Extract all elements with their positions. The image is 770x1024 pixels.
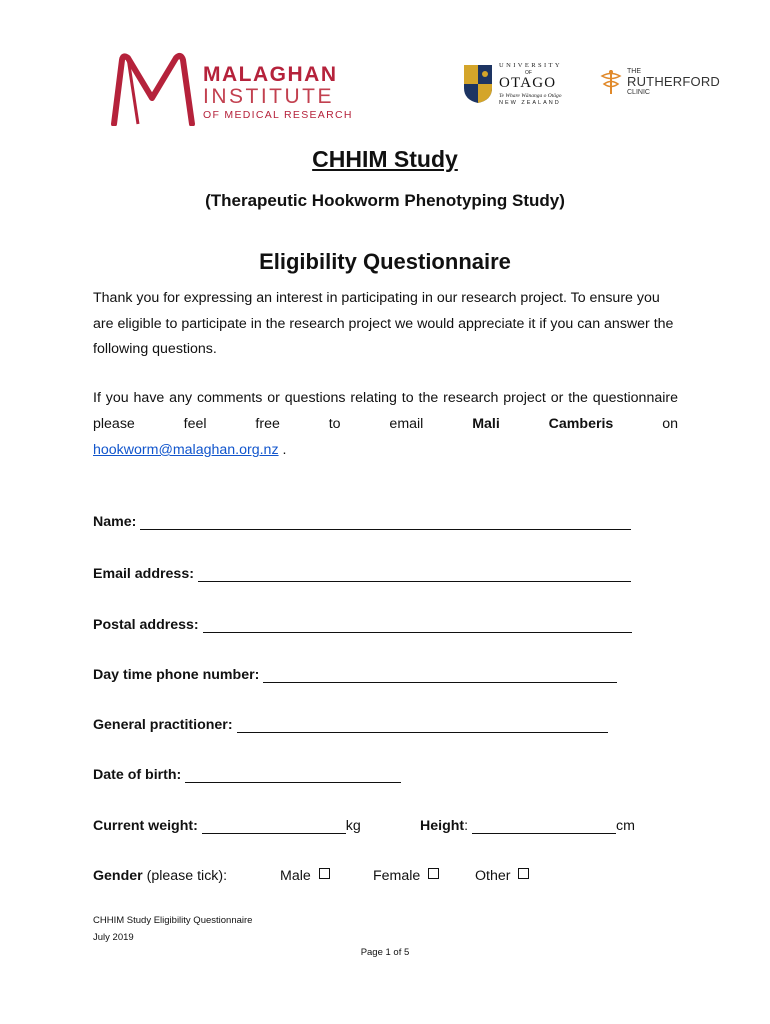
- contact-paragraph: [93, 386, 678, 437]
- name-field[interactable]: [140, 514, 631, 530]
- rutherford-icon: [599, 68, 623, 96]
- dob-field[interactable]: [185, 767, 401, 783]
- height-field[interactable]: [472, 818, 616, 834]
- malaghan-name: MALAGHAN: [203, 63, 338, 86]
- malaghan-logo-mark: [108, 52, 196, 126]
- gender-row: [93, 868, 227, 884]
- email-field[interactable]: [198, 566, 631, 582]
- gender-female-checkbox[interactable]: [428, 868, 439, 879]
- contact-end: .: [282, 442, 287, 458]
- intro-paragraph: Thank you for expressing an interest in participating in our research project. To ensure you are eligible to participate in the research project we would appreciate it if you can answer the following questions.: [93, 290, 674, 357]
- email-label: Email address:: [93, 566, 194, 582]
- contact-on: on: [662, 415, 678, 432]
- footer-date: July 2019: [93, 932, 134, 943]
- weight-label: Current weight:: [93, 818, 198, 834]
- otago-of: OF: [525, 69, 532, 76]
- otago-tagline: Te Whare Wānanga o Otāgo: [499, 92, 562, 99]
- gp-label: General practitioner:: [93, 717, 233, 733]
- rutherford-name: RUTHERFORD: [627, 74, 720, 89]
- postal-field[interactable]: [203, 617, 632, 633]
- gender-other-label: Other: [475, 868, 511, 884]
- gender-male-checkbox[interactable]: [319, 868, 330, 879]
- name-row: [93, 514, 631, 530]
- postal-row: [93, 617, 632, 633]
- otago-name: OTAGO: [499, 74, 557, 91]
- gender-option-other: [475, 868, 529, 884]
- gender-option-male: [280, 868, 330, 884]
- gender-label: Gender: [93, 868, 143, 884]
- document-title: CHHIM Study: [312, 146, 458, 172]
- gp-row: [93, 717, 608, 733]
- height-colon: :: [464, 818, 469, 834]
- malaghan-logo-text: [203, 64, 353, 121]
- rutherford-logo-text: [627, 68, 720, 96]
- otago-university: UNIVERSITY: [499, 62, 562, 69]
- dob-label: Date of birth:: [93, 767, 182, 783]
- postal-label: Postal address:: [93, 617, 199, 633]
- malaghan-subtitle: OF MEDICAL RESEARCH: [203, 109, 353, 121]
- height-label: Height: [420, 818, 465, 834]
- height-unit: cm: [616, 818, 635, 834]
- height-row: [420, 818, 635, 834]
- otago-crest-icon: [463, 64, 493, 104]
- gender-option-female: [373, 868, 439, 884]
- malaghan-institute: INSTITUTE: [203, 85, 334, 108]
- document-subtitle: (Therapeutic Hookworm Phenotyping Study): [205, 191, 565, 210]
- rutherford-the: THE: [627, 68, 641, 75]
- contact-name: Mali Camberis: [472, 415, 614, 432]
- name-label: Name:: [93, 514, 137, 530]
- gender-female-label: Female: [373, 868, 421, 884]
- weight-unit: kg: [345, 818, 361, 834]
- footer-doc-name: CHHIM Study Eligibility Questionnaire: [93, 915, 253, 926]
- otago-country: NEW ZEALAND: [499, 100, 561, 106]
- phone-label: Day time phone number:: [93, 667, 260, 683]
- email-row: [93, 566, 631, 582]
- rutherford-clinic: CLINIC: [627, 89, 650, 96]
- contact-email-link[interactable]: hookworm@malaghan.org.nz: [93, 442, 279, 458]
- footer: [93, 912, 252, 946]
- gender-male-label: Male: [280, 868, 311, 884]
- contact-text: If you have any comments or questions relating to the research project or the questionnaire please feel free to email: [93, 390, 678, 432]
- dob-row: [93, 767, 401, 783]
- gender-other-checkbox[interactable]: [518, 868, 529, 879]
- phone-field[interactable]: [263, 667, 617, 683]
- contact-email-line: [93, 438, 678, 464]
- gp-field[interactable]: [237, 717, 608, 733]
- weight-row: [93, 818, 361, 834]
- page-number: Page 1 of 5: [360, 947, 410, 958]
- gender-hint: (please tick):: [146, 868, 228, 884]
- weight-field[interactable]: [202, 818, 346, 834]
- questionnaire-heading: Eligibility Questionnaire: [259, 249, 511, 274]
- otago-logo-text: [499, 63, 562, 107]
- phone-row: [93, 667, 617, 683]
